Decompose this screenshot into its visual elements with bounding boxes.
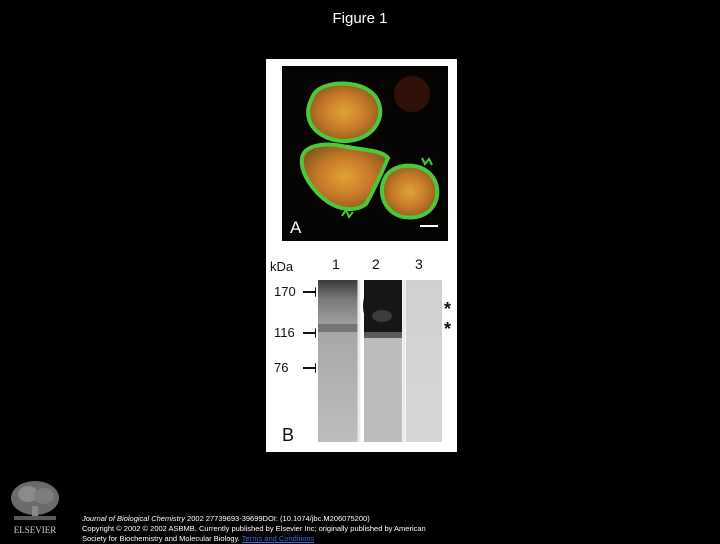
elsevier-logo	[6, 478, 64, 536]
lane-3	[406, 280, 442, 442]
marker-116: 116	[274, 325, 295, 340]
copyright-line: Copyright © 2002 © 2002 ASBMB. Currently published by Elsevier Inc; originally published by American	[82, 524, 426, 533]
tree-logo-icon	[6, 478, 64, 536]
lane-label-3: 3	[415, 256, 423, 272]
panel-b-label: B	[282, 425, 295, 445]
elsevier-logo-text: ELSEVIER	[13, 525, 57, 535]
slide-title: Figure 1	[332, 10, 388, 27]
marker-76: 76	[274, 360, 289, 375]
society-text: Society for Biochemistry and Molecular Biology.	[82, 534, 242, 543]
micrograph-cells	[282, 66, 448, 241]
lane-label-2: 2	[372, 256, 380, 272]
marker-arrow-116	[303, 332, 317, 334]
lane-1	[318, 280, 358, 442]
kda-label: kDa	[270, 259, 294, 274]
journal-name: Journal of Biological Chemistry	[82, 514, 185, 523]
society-line	[82, 534, 522, 544]
asterisk-lower: *	[444, 319, 452, 339]
marker-170: 170	[274, 284, 296, 299]
terms-link[interactable]: Terms and Conditions	[241, 534, 315, 543]
micrograph-panel-a	[282, 66, 448, 241]
cell-1	[308, 84, 380, 142]
scale-bar	[420, 225, 438, 227]
figure-image	[266, 59, 457, 452]
panel-a-label: A	[290, 218, 302, 237]
cell-3	[382, 166, 437, 218]
marker-arrow-76	[303, 367, 317, 369]
citation-line	[82, 514, 522, 524]
western-blot-panel-b	[316, 280, 445, 442]
citation-details: 2002 27739693-39699DOI: (10.1074/jbc.M206075200)	[184, 514, 370, 523]
lane-label-1: 1	[332, 256, 340, 272]
marker-arrow-170	[303, 291, 317, 293]
blot-lanes	[316, 280, 445, 442]
asterisk-upper: *	[444, 299, 452, 319]
